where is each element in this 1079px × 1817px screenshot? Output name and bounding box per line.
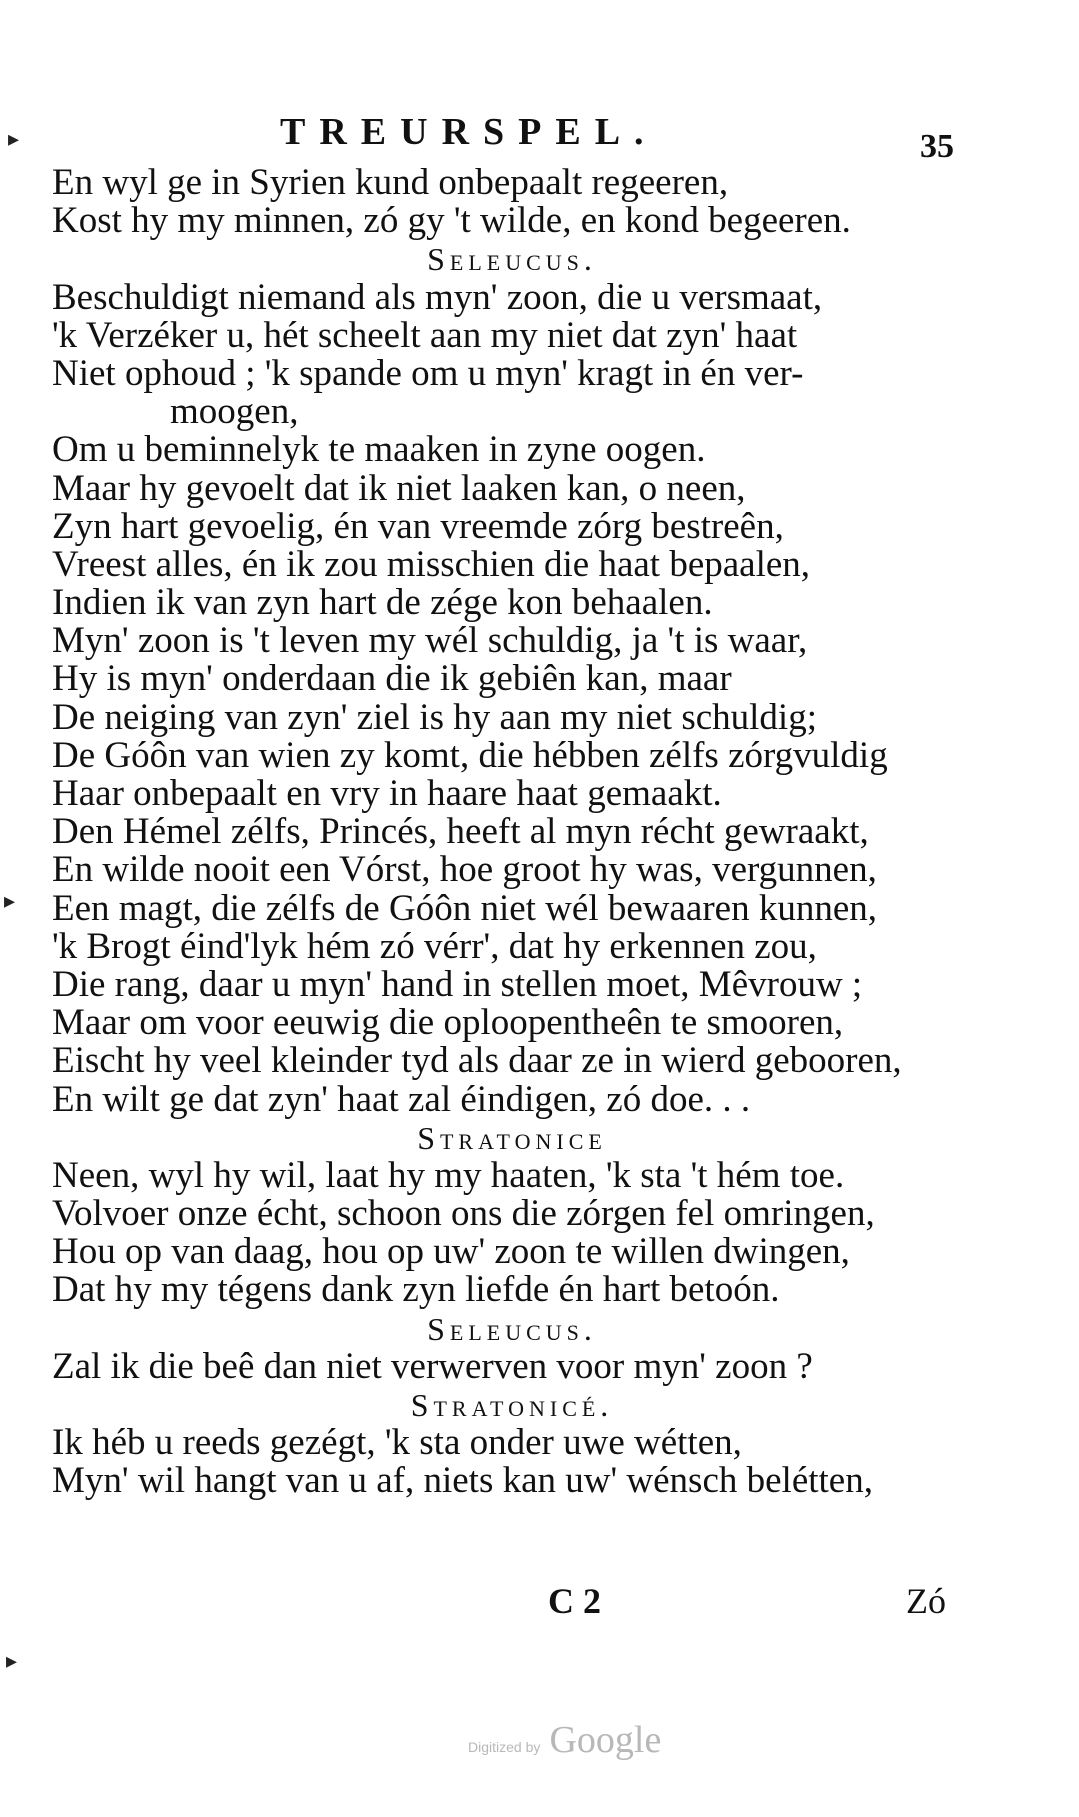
verse-line: Dat hy my tégens dank zyn liefde én hart betoón.: [52, 1271, 780, 1310]
verse-line: Die rang, daar u myn' hand in stellen moet, Mêvrouw ;: [52, 965, 863, 1005]
running-title: TREURSPEL.: [280, 111, 658, 153]
speaker-name: Stratonice: [417, 1119, 607, 1156]
verse-line: Maar hy gevoelt dat ik niet laaken kan, o neen,: [52, 469, 746, 508]
verse-line: Zal ik die beê dan niet verwerven voor myn' zoon ?: [52, 1347, 813, 1386]
margin-arrow-icon: ▸: [8, 126, 20, 151]
verse-line: Hou op van daag, hou op uw' zoon te willen dwingen,: [52, 1233, 850, 1272]
verse-line: Vreest alles, én ik zou misschien die haat bepaalen,: [52, 545, 811, 585]
verse-line: De Góôn van wien zy komt, die hébben zélfs zórgvuldig: [52, 736, 888, 775]
verse-line: Een magt, die zélfs de Góôn niet wél bewaaren kunnen,: [52, 889, 878, 928]
watermark-brand: Google: [549, 1719, 662, 1761]
page-number: 35: [920, 128, 954, 165]
verse-line: Eischt hy veel kleinder tyd als daar ze in wierd gebooren,: [52, 1042, 902, 1081]
verse-line: Haar onbepaalt en vry in haare haat gemaakt.: [52, 775, 722, 814]
page-header: [0, 110, 1079, 165]
verse-line: Zyn hart gevoelig, én van vreemde zórg bestreên,: [52, 507, 784, 546]
watermark-prefix: Digitized by: [468, 1739, 541, 1755]
verse-line: moogen,: [170, 393, 299, 432]
verse-line: Kost hy my minnen, zó gy 't wilde, en kond begeeren.: [52, 202, 851, 241]
verse-line: Neen, wyl hy wil, laat hy my haaten, 'k sta 't hém toe.: [52, 1156, 845, 1196]
verse-line: En wilde nooit een Vórst, hoe groot hy was, vergunnen,: [52, 851, 877, 890]
verse-line: Myn' wil hangt van u af, niets kan uw' wénsch belétten,: [52, 1462, 873, 1501]
verse-line: Ik héb u reeds gezégt, 'k sta onder uwe wétten,: [52, 1424, 742, 1463]
verse-line: Om u beminnelyk te maaken in zyne oogen.: [52, 431, 706, 470]
page-footer: [0, 1580, 1079, 1624]
verse-line: Volvoer onze écht, schoon ons die zórgen fel omringen,: [52, 1195, 875, 1234]
verse-line: Maar om voor eeuwig die oploopentheên te smooren,: [52, 1004, 844, 1043]
digitization-watermark: [468, 1718, 661, 1762]
speaker-name: Stratonicé.: [410, 1387, 614, 1423]
margin-arrow-icon: ▸: [6, 1648, 18, 1673]
verse-line: Beschuldigt niemand als myn' zoon, die u versmaat,: [52, 278, 823, 317]
signature-mark: C 2: [548, 1581, 601, 1621]
verse-line: Hy is myn' onderdaan die ik gebiên kan, maar: [52, 660, 732, 699]
verse-line: Den Hémel zélfs, Princés, heeft al myn récht gewraakt,: [52, 813, 869, 852]
verse-line: 'k Brogt éind'lyk hém zó vérr', dat hy erkennen zou,: [52, 927, 817, 966]
verse-line: 'k Verzéker u, hét scheelt aan my niet dat zyn' haat: [52, 316, 798, 355]
verse-line: Niet ophoud ; 'k spande om u myn' kragt in én ver-: [52, 354, 804, 394]
catchword: Zó: [906, 1581, 946, 1621]
verse-line: Myn' zoon is 't leven my wél schuldig, ja 't is waar,: [52, 622, 808, 661]
margin-arrow-icon: ▸: [4, 888, 16, 913]
verse-line: Indien ik van zyn hart de zége kon behaalen.: [52, 584, 713, 623]
speaker-name: Seleucus.: [427, 241, 597, 278]
verse-text: [52, 164, 972, 1501]
verse-line: En wilt ge dat zyn' haat zal éindigen, zó doe. . .: [52, 1080, 751, 1119]
verse-line: En wyl ge in Syrien kund onbepaalt regeeren,: [52, 164, 729, 203]
verse-line: De neiging van zyn' ziel is hy aan my niet schuldig;: [52, 698, 817, 737]
speaker-name: Seleucus.: [427, 1310, 597, 1347]
